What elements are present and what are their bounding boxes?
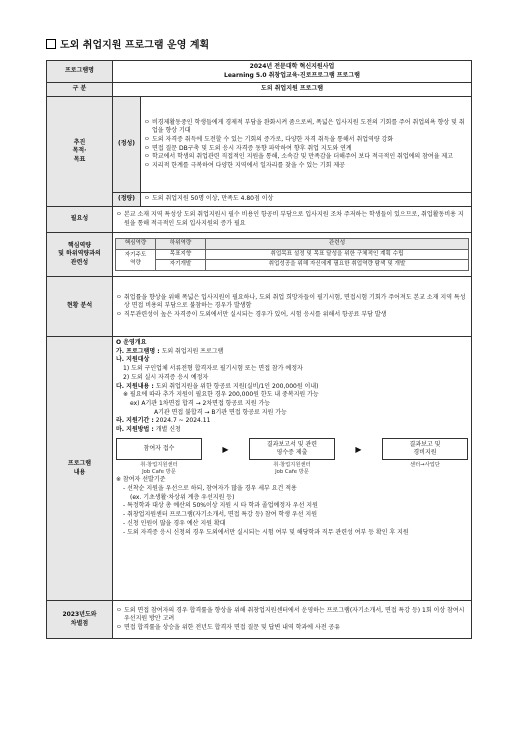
- category-row: [47, 83, 472, 97]
- selection-heading: ※ 참여자 선발기준: [116, 476, 166, 484]
- qual-label: (정성): [113, 97, 141, 193]
- list-item: ㅇ 면접 질문 DB구축 및 도외 응시 자격증 동향 파악하여 향후 취업 지도와 연계: [144, 144, 352, 152]
- selection-item: - 특정학과 대상 총 예산의 50%이상 지원 시 타 학과 졸업예정자 우선 지원: [123, 502, 318, 510]
- necessity-item: ㅇ 본교 소재 지역 특성상 도외 취업지원시 필수 비용인 항공비 부담으로 입사지원 조차 주저하는 학생들이 있으므로, 취업활동비용 지원을 통해 적극적인 도외 입사지원의 증가 필요: [113, 207, 472, 233]
- program-value: 2024년 전문대학 혁신지원사업 Learning 5.0 취창업교육·진로프로그램 프로그램: [113, 61, 472, 83]
- flow-note: 취·창업지원센터 Job Cafe 방문: [140, 461, 178, 475]
- method-line: 마. 지원방법 : 개별 신청: [116, 425, 181, 433]
- list-item: ㅇ 비경제활동중인 학생들에게 경제적 부담을 완화시켜 줌으로써, 폭넓은 입사지원 도전의 기회를 주어 취업의욕 향상 및 취업을 향상 기대: [144, 118, 465, 135]
- list-item: ㅇ 학교에서 학생의 취업관련 직접적인 지원을 통해, 소속감 및 만족감을 더해주어 보다 적극적인 취업에의 참여율 제고: [144, 153, 454, 161]
- period-line: 라. 지원기간 : 2024.7 ~ 2024.11: [116, 417, 211, 425]
- relevance: 취업목표 설정 및 목표 달성을 위한 구체적인 계획 수립: [206, 249, 469, 260]
- purpose-qual-row: [47, 97, 472, 193]
- list-item: ㅇ 도외 면접 참여자의 경우 합격률을 향상을 위해 취창업지원센터에서 운영하는 프로그램(자기소개서, 면접 특강 등) 1회 이상 참여시 우선지원 방안 고려: [116, 606, 465, 623]
- status-label: 현황 분석: [47, 277, 113, 337]
- list-item: ㅇ 도외 자격증 취득에 도전할 수 있는 기회의 증가로, 다양한 자격 취득을 통해서 취업역량 강화: [144, 135, 394, 143]
- support-line: 다. 지원내용 : 도외 취업지원을 위한 항공료 지원(실비/1인 200,000원 이내): [116, 382, 319, 390]
- competency-cell: [113, 233, 472, 277]
- relevance: 취업성공을 위해 자신에게 필요한 취업역량 탐색 및 개발: [206, 260, 469, 271]
- overview-heading: O 운영개요: [116, 339, 147, 347]
- category-value: 도외 취업지원 프로그램: [113, 83, 472, 97]
- list-item: ㅇ 지리적 한계를 극복하여 다양한 지역에서 일자리를 찾을 수 있는 기회 제공: [144, 161, 345, 169]
- selection-item: - 신청 인원이 많을 경우 예산 지원 확대: [123, 519, 226, 527]
- flow-step: [116, 438, 202, 476]
- process-flow: [116, 438, 468, 476]
- plan-table: [46, 60, 472, 639]
- diff-label: 2023년도와 차별점: [47, 601, 113, 639]
- table-header: 핵심역량: [116, 239, 156, 250]
- content-label: 프로그램 내용: [47, 337, 113, 601]
- diff-row: [47, 601, 472, 639]
- competency-row: [47, 233, 472, 277]
- support-example: ex) A기관 1차면접 합격 → 2차면접 항공료 지원 가능: [130, 399, 271, 407]
- list-item: ㅇ 직무관련성이 높은 자격증이 도외에서만 실시되는 경우가 있어, 시험 응시를 위해서 항공료 부담 발생: [116, 310, 387, 318]
- flow-step: [249, 438, 335, 476]
- necessity-row: [47, 207, 472, 233]
- flow-box: 참여자 접수: [116, 438, 202, 460]
- table-header: 관련성: [206, 239, 469, 250]
- flow-step: [382, 438, 468, 469]
- selection-item: (ex. 기초생활·차상위 계층 우선지원 등): [130, 493, 235, 501]
- competency-table: [115, 238, 469, 271]
- document-title: 도외 취업지원 프로그램 운영 계획: [46, 36, 209, 51]
- list-item: ㅇ 면접 합격률을 상승을 위한 전년도 합격자 면접 질문 및 답변 내역 학과에 사전 공유: [116, 623, 341, 631]
- checkbox-square-icon: [46, 39, 56, 49]
- target-item: 2) 도외 실시 자격증 응시 예정자: [123, 373, 209, 381]
- flow-box: 결과보고서 및 관련 영수증 제출: [249, 438, 335, 460]
- target-item: 1) 도외 구인업체 서류전형 합격자로 필기시험 또는 면접 참가 예정자: [123, 365, 303, 373]
- content-row: [47, 337, 472, 601]
- flow-note: 센터→사업단: [409, 461, 441, 468]
- status-row: [47, 277, 472, 337]
- qual-list: [141, 97, 472, 193]
- selection-item: - 취창업지원센터 프로그램(자기소개서, 면접 특강 등) 참여 학생 우선 지원: [123, 511, 318, 519]
- flow-note: 취·창업지원센터 Job Cafe 방문: [273, 461, 311, 475]
- arrow-right-icon: ▶: [355, 444, 362, 454]
- purpose-label: 추진 목적· 목표: [47, 97, 113, 207]
- support-example: A기관 면접 불합격 → B기관 면접 항공료 지원 가능: [154, 408, 287, 416]
- necessity-label: 필요성: [47, 207, 113, 233]
- selection-item: - 선착순 지원을 우선으로 하되, 참여자가 많을 경우 세부 요건 적용: [123, 485, 297, 493]
- selection-item: - 도외 자격증 응시 신청의 경우 도외에서만 실시되는 시험 여부 및 해당학과 직무 관련성 여부 등 확인 후 지원: [123, 528, 409, 536]
- program-name-line: 가. 프로그램명 : 도외 취업지원 프로그램: [116, 347, 224, 355]
- category-label: 구 분: [47, 83, 113, 97]
- program-label: 프로그램명: [47, 61, 113, 83]
- diff-list: [113, 601, 472, 639]
- support-note: ※ 필요에 따라 추가 지원이 필요한 경우 200,000원 한도 내 중복지원 가능: [123, 391, 319, 399]
- program-row: [47, 61, 472, 83]
- status-list: [113, 277, 472, 337]
- arrow-right-icon: ▶: [222, 444, 229, 454]
- core-competency: 자기주도 역량: [116, 249, 156, 270]
- table-header: 하위역량: [156, 239, 206, 250]
- competency-label: 핵심역량 및 하위역량과의 관련성: [47, 233, 113, 277]
- sub-competency: 자기개발: [156, 260, 206, 271]
- quant-label: (정량): [113, 193, 141, 207]
- list-item: ㅇ 취업률을 향상을 위해 폭넓은 입사지원이 필요하나, 도외 취업 희망자들이 필기시험, 면접시험 기회가 주어져도 본교 소재 지역 특성상 면접 비용의 부담으로 불참하는 경우가 발생함: [116, 293, 466, 310]
- target-heading: 나. 지원대상: [116, 356, 150, 364]
- quant-item: ㅇ 도외 취업지원 50명 이상, 만족도 4.80점 이상: [141, 193, 472, 207]
- content-cell: [113, 337, 472, 601]
- flow-box: 결과보고 및 경비지원: [382, 438, 468, 460]
- sub-competency: 목표지향: [156, 249, 206, 260]
